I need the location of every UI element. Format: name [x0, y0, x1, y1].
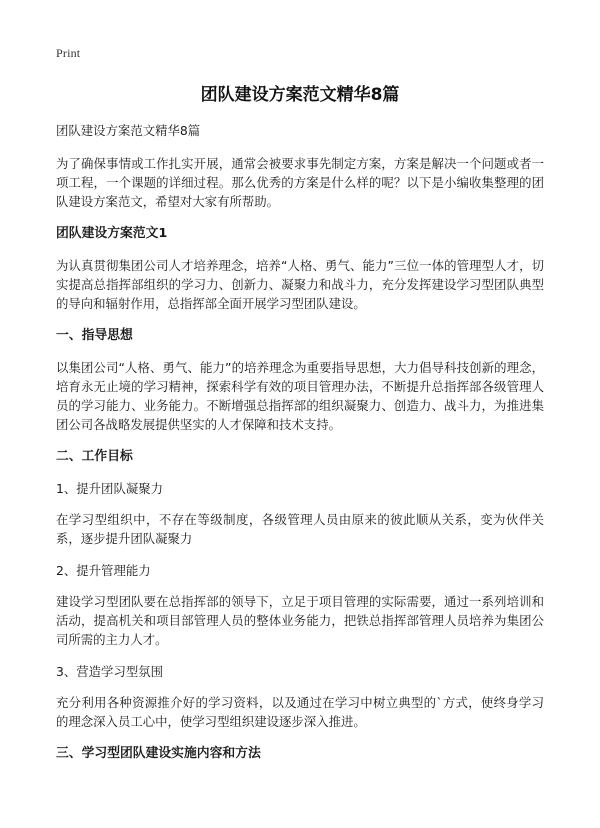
- guiding-ideology-paragraph: 以集团公司“人格、勇气、能力”的培养理念为重要指导思想，大力倡导科技创新的理念，培育永无止境的学习精神，探索科学有效的项目管理办法，不断提升总指挥部各级管理人员的学习能力、业务能力。不断增强总指挥部的组织凝聚力、创造力、战斗力，为推进集团公司各战略发展提供坚实的人才保障和技术支持。: [56, 360, 544, 432]
- goal-1-paragraph: 在学习型组织中，不存在等级制度，各级管理人员由原来的彼此顺从关系，变为伙伴关系，逐步提升团队凝聚力: [56, 512, 544, 546]
- goal-3-label: 3、营造学习型氛围: [56, 664, 164, 679]
- section-paragraph: 为认真贯彻集团公司人才培养理念，培养“人格、勇气、能力”三位一体的管理型人才，切实提高总指挥部组织的学习力、创新力、凝聚力和战斗力，充分发挥建设学习型团队典型的导向和辐射作用，总指挥部全面开展学习型团队建设。: [56, 258, 544, 311]
- guiding-ideology-heading: 一、指导思想: [56, 328, 133, 343]
- intro-paragraph: 为了确保事情或工作扎实开展，通常会被要求事先制定方案，方案是解决一个问题或者一项工程，一个课题的详细过程。那么优秀的方案是什么样的呢？以下是小编收集整理的团队建设方案范文，希望对大家有所帮助。: [56, 156, 544, 209]
- goal-1-label: 1、提升团队凝聚力: [56, 481, 164, 496]
- document-title: 团队建设方案范文精华8篇: [200, 85, 400, 105]
- print-label: Print: [56, 46, 81, 60]
- goal-2-paragraph: 建设学习型团队要在总指挥部的领导下，立足于项目管理的实际需要，通过一系列培训和活动，提高机关和项目部管理人员的整体业务能力，把铁总指挥部管理人员培养为集团公司所需的主力人才。: [56, 594, 544, 647]
- document-body: [56, 121, 544, 776]
- document-subtitle: 团队建设方案范文精华8篇: [56, 123, 201, 138]
- work-goals-heading: 二、工作目标: [56, 449, 133, 464]
- section-heading: 团队建设方案范文1: [56, 226, 168, 241]
- goal-3-paragraph: 充分利用各种资源推介好的学习资料，以及通过在学习中树立典型的`方式，使终身学习的理念深入员工心中，使学习型组织建设逐步深入推进。: [56, 695, 544, 729]
- goal-2-label: 2、提升管理能力: [56, 563, 151, 578]
- methods-heading: 三、学习型团队建设实施内容和方法: [56, 746, 261, 761]
